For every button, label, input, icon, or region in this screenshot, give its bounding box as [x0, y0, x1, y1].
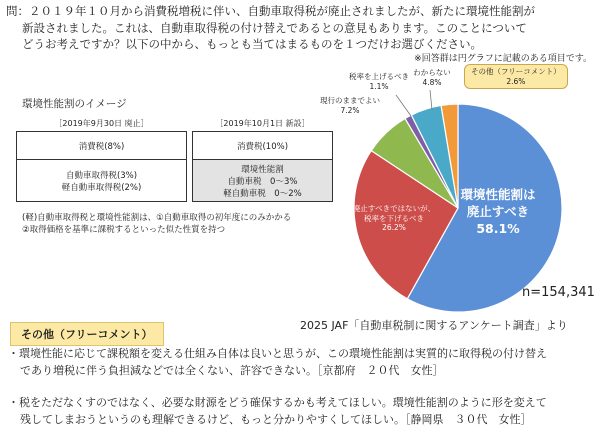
answer-note: ※回答群は円グラフに記載のある項目です。: [414, 54, 592, 64]
comment-2-line-1: ・税をただなくすのではなく、必要な財源をどう確保するかも考えてほしい。環境性能割のように形を変えて: [8, 396, 547, 409]
comment-1-line-1: ・環境性能に応じて課税額を変える仕組み自体は良いと思うが、この環境性能割は実質的に取得税の付け替え: [8, 347, 547, 360]
slice-label-unknown: わからない 4.8%: [413, 68, 451, 87]
slice-label-current: 現行のままでよい 7.2%: [320, 96, 380, 115]
header-new: ［2019年10月1日 新設］: [215, 119, 310, 128]
question-line-2: 新設されました。これは、自動車取得税の付け替えであるとの意見もあります。このことについて: [22, 20, 527, 35]
free-comment-badge: その他（フリーコメント）: [10, 322, 164, 346]
footnote-line-2: ②取得価格を基準に課税するといった似た性質を持つ: [22, 225, 226, 235]
question-line-1: 問：２０１９年１０月から消費税増税に伴い、自動車取得税が廃止されましたが、新たに環境性能割が: [6, 4, 535, 18]
consumption-tax-new: 消費税(10%): [193, 132, 333, 160]
environmental-tax-title: 環境性能割: [241, 164, 284, 175]
question-line-3: どうお考えですか？以下の中から、もっとも当てはまるものを１つだけお選びください。: [22, 37, 482, 51]
slice-label-other: その他（フリーコメント） 2.6%: [464, 64, 568, 89]
comment-1: [8, 345, 592, 379]
slice-label-raise: 税率を上げるべき 1.1%: [349, 72, 409, 91]
slice-label-lower: 廃止すべきではないが、 税率を下げるべき 26.2%: [352, 204, 436, 232]
kei-acquisition-tax: 軽自動車取得税(2%): [61, 182, 142, 193]
acquisition-tax: 自動車取得税(3%): [65, 170, 138, 181]
survey-source: 2025 JAF「自動車税制に関するアンケート調査」より: [300, 319, 568, 332]
header-abolished: ［2019年9月30日 廃止］: [54, 119, 149, 128]
sample-size: n=154,341: [522, 285, 595, 300]
consumption-tax-old: 消費税(8%): [17, 132, 187, 160]
car-tax-rate: 自動車税 0～3%: [227, 176, 298, 187]
kei-car-tax-rate: 軽自動車税 0～2%: [223, 188, 302, 199]
footnote-line-1: (軽)自動車取得税と環境性能割は、①自動車取得の初年度にのみかかる: [22, 213, 292, 223]
comment-1-line-2: であり増税に伴う負担減などでは全くない、許容できない。［京都府 ２０代 女性］: [20, 364, 444, 377]
image-title: 環境性能割のイメージ: [22, 98, 127, 110]
comment-2: [8, 394, 592, 428]
slice-label-abolish: 環境性能割は 廃止すべき 58.1%: [460, 187, 536, 236]
comment-2-line-2: 残してしまおうというのも理解できるけど、もっと分かりやすくしてほしい。［静岡県 ３０代 女性］: [20, 413, 532, 426]
leader-raise: [396, 95, 411, 116]
